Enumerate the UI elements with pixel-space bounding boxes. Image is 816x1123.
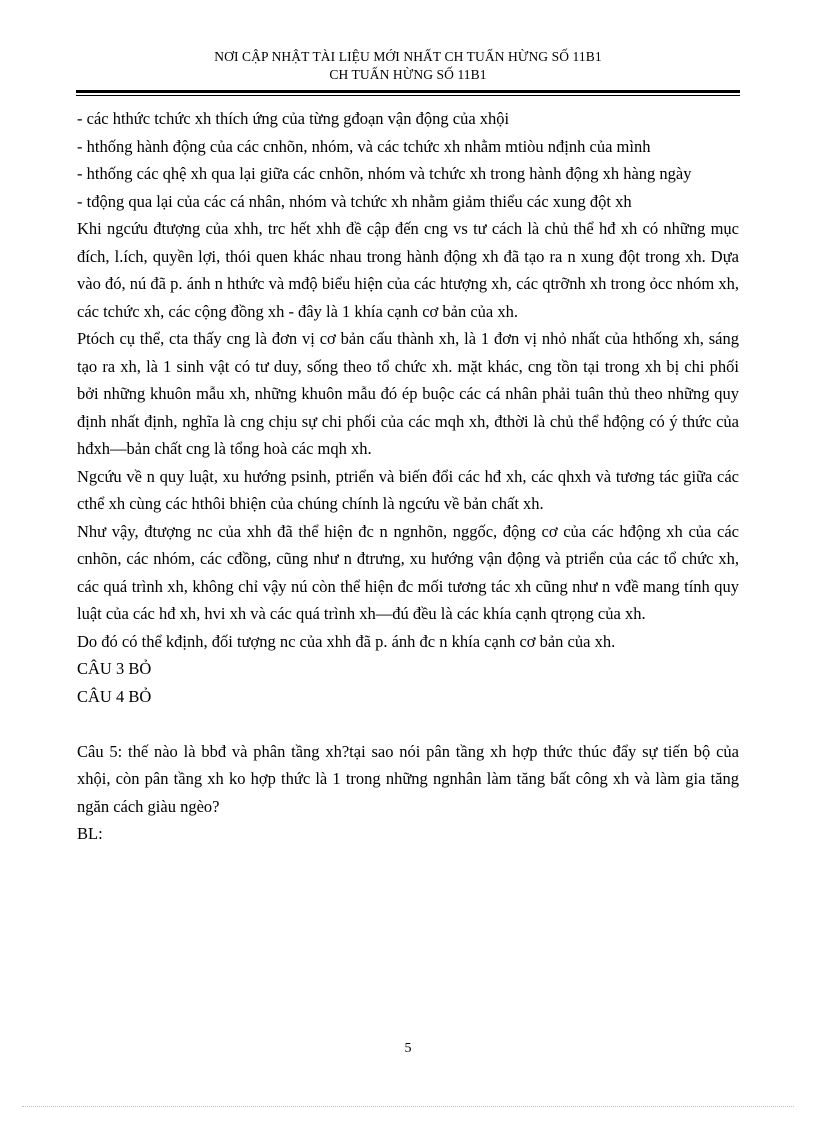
header-rule-thick [76, 90, 740, 93]
header-line-1: NƠI CẬP NHẬT TÀI LIỆU MỚI NHẤT CH TUẤN HỪNG SỐ 11B1 [214, 49, 602, 64]
answer-label: BL: [77, 824, 103, 843]
body-paragraph: Ngcứu về n quy luật, xu hướng psinh, ptriển và biến đổi các hđ xh, các qhxh và tương tác giữa các cthể xh cùng các hthôi bhiện của chúng chính là ngcứu về bản chất xh. [77, 466, 739, 513]
body-paragraph: Khi ngcứu đtượng của xhh, trc hết xhh đề cập đến cng vs tư cách là chủ thể hđ xh có những mục đích, l.ích, quyền lợi, thói quen khác nhau trong hành động xh đã tạo ra n xung đột trong xh. Dựa vào đó, nú đã p. ánh n hthức và mđộ biểu hiện của các htượng xh, các qtrỡnh xh trong ỏcc nhóm xh, các tchức xh, các cộng đồng xh - đây là 1 khía cạnh cơ bản của xh. [77, 219, 739, 321]
footer-dotted-line [22, 1106, 794, 1107]
page-header [76, 48, 740, 84]
bullet-paragraph: - hthống hành động của các cnhõn, nhóm, và các tchức xh nhằm mtiòu nđịnh của mình [77, 136, 651, 156]
document-body [77, 105, 739, 848]
body-paragraph: Ptóch cụ thể, cta thấy cng là đơn vị cơ bản cấu thành xh, là 1 đơn vị nhỏ nhất của hthống xh, sáng tạo ra xh, là 1 sinh vật có tư duy, sống theo tổ chức xh. mặt khác, cng tồn tại trong xh bị chi phối bởi những khuôn mẫu xh, những khuôn mẫu đó ép buộc các cá nhân phải tuân thủ theo những quy định nhất định, nghĩa là cng chịu sự chi phối của các mqh xh, đthời là chủ thể hđộng có ý thức của hđxh—bản chất cng là tổng hoà các mqh xh. [77, 329, 739, 458]
bullet-paragraph: - các hthức tchức xh thích ứng của từng gđoạn vận động của xhội [77, 109, 510, 128]
bullet-paragraph: - tđộng qua lại của các cá nhân, nhóm và tchức xh nhằm giảm thiểu các xung đột xh [77, 191, 632, 211]
header-line-2: CH TUẤN HỪNG SỐ 11B1 [329, 67, 487, 82]
blank-line [77, 710, 739, 738]
question-paragraph: Câu 5: thế nào là bbđ và phân tầng xh?tại sao nói pân tầng xh hợp thức thúc đẩy sự tiến bộ của xhội, còn pân tầng xh ko hợp thức là 1 trong những ngnhân làm tăng bất công xh và làm gia tăng ngăn cách giàu ngèo? [77, 741, 739, 816]
section-heading: CÂU 3 BỎ [77, 659, 152, 678]
body-paragraph: Như vậy, đtượng nc của xhh đã thể hiện đc n ngnhõn, nggốc, động cơ của các hđộng xh của các cnhõn, các nhóm, các cđồng, cũng như n đtrưng, xu hướng vận động và ptriển của các tổ chức xh, các quá trình xh, không chỉ vậy nú còn thể hiện đc mối tương tác xh cũng như n vđề mang tính quy luật của các hđ xh, hvi xh và các quá trình xh—đú đều là các khía cạnh qtrọng của xh. [77, 521, 739, 623]
section-heading: CÂU 4 BỎ [77, 686, 152, 706]
body-paragraph: Do đó có thể kđịnh, đối tượng nc của xhh đã p. ánh đc n khía cạnh cơ bản của xh. [77, 631, 616, 651]
page-number: 5 [404, 1041, 412, 1056]
header-rule-thin [76, 95, 740, 96]
bullet-paragraph: - hthống các qhệ xh qua lại giữa các cnhõn, nhóm và tchức xh trong hành động xh hàng ngày [77, 164, 692, 183]
